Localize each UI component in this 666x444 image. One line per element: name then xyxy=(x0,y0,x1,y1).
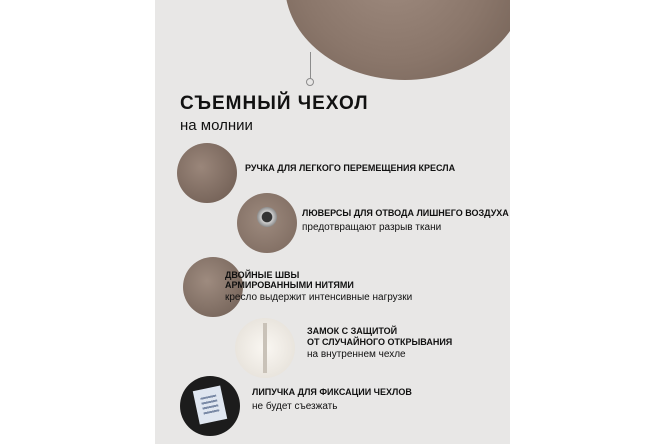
section-title: СЪЕМНЫЙ ЧЕХОЛ xyxy=(180,93,369,114)
feature-desc-lock: на внутреннем чехле xyxy=(307,349,406,360)
feature-title-lock-line2: ОТ СЛУЧАЙНОГО ОТКРЫВАНИЯ xyxy=(307,337,453,347)
label-text-icon xyxy=(200,395,219,416)
velcro-image xyxy=(180,376,240,436)
pointer-dot xyxy=(306,78,314,86)
feature-title-seams-line2: АРМИРОВАННЫМИ НИТЯМИ xyxy=(225,280,354,290)
feature-desc-grommets: предотвращают разрыв ткани xyxy=(302,222,442,233)
feature-title-lock-line1: ЗАМОК С ЗАЩИТОЙ xyxy=(307,326,398,336)
feature-desc-velcro: не будет съезжать xyxy=(252,401,338,412)
pointer-line xyxy=(310,52,311,80)
section-subtitle: на молнии xyxy=(180,117,253,134)
feature-title-grommets: ЛЮВЕРСЫ ДЛЯ ОТВОДА ЛИШНЕГО ВОЗДУХА xyxy=(302,208,509,218)
zipper-icon xyxy=(263,323,267,373)
feature-desc-seams: кресло выдержит интенсивные нагрузки xyxy=(225,292,413,303)
inner-zipper-image xyxy=(235,318,295,378)
feature-title-handle: РУЧКА ДЛЯ ЛЕГКОГО ПЕРЕМЕЩЕНИЯ КРЕСЛА xyxy=(245,163,456,173)
chair-fabric-image xyxy=(285,0,510,80)
handle-image xyxy=(177,143,237,203)
product-card xyxy=(155,0,510,444)
grommet-image xyxy=(237,193,297,253)
grommet-icon xyxy=(257,207,277,227)
feature-title-seams-line1: ДВОЙНЫЕ ШВЫ xyxy=(225,270,300,280)
feature-title-velcro: ЛИПУЧКА ДЛЯ ФИКСАЦИИ ЧЕХЛОВ xyxy=(252,387,412,397)
